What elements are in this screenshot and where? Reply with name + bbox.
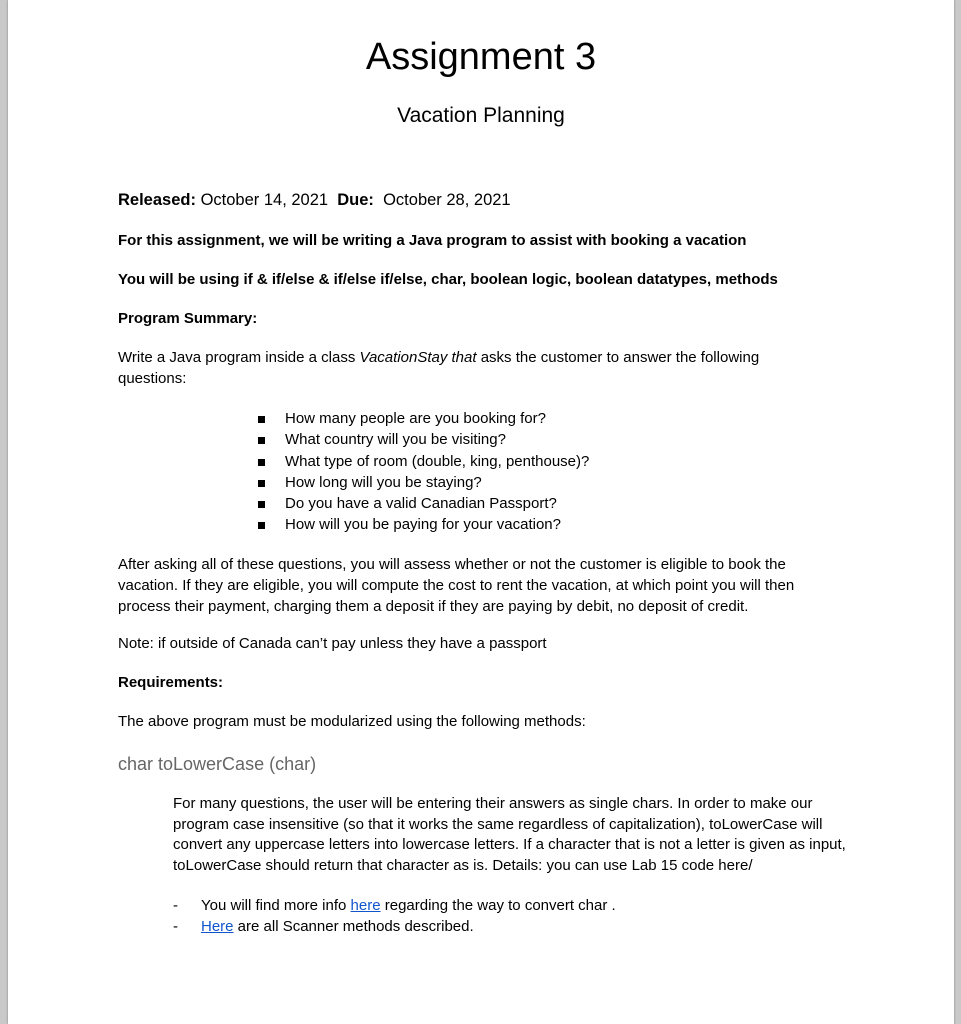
class-name: VacationStay that xyxy=(359,349,477,366)
released-date: October 14, 2021 xyxy=(200,191,329,209)
square-bullet-icon xyxy=(258,416,265,423)
list-item xyxy=(173,895,616,916)
square-bullet-icon xyxy=(258,522,265,529)
intro-text: For this assignment, we will be writing a Java program to assist with booking a vacation xyxy=(118,232,747,249)
square-bullet-icon xyxy=(258,480,265,487)
list-item xyxy=(256,493,589,514)
dash-bullet: - xyxy=(173,897,178,914)
list-item xyxy=(256,429,589,450)
program-summary-heading: Program Summary: xyxy=(118,310,258,327)
square-bullet-icon xyxy=(258,501,265,508)
list-item xyxy=(173,916,616,937)
page-subtitle: Vacation Planning xyxy=(397,104,565,127)
dates-line xyxy=(118,190,838,211)
list-item xyxy=(256,472,589,493)
scanner-info-after: are all Scanner methods described. xyxy=(233,918,474,935)
scanner-methods-link[interactable]: Here xyxy=(201,918,234,935)
question-text: Do you have a valid Canadian Passport? xyxy=(285,495,557,513)
question-text: How will you be paying for your vacation? xyxy=(285,516,561,534)
requirements-text: The above program must be modularized using the following methods: xyxy=(118,713,586,730)
released-label: Released: xyxy=(118,191,196,209)
list-item xyxy=(256,451,589,472)
question-text: How many people are you booking for? xyxy=(285,410,546,427)
assessment-paragraph: After asking all of these questions, you will assess whether or not the customer is eligible to book the vacation. If they are eligible, you will compute the cost to rent the vacation, at which point you will then process their payment, charging them a deposit if they are paying by debit, no deposit of credit. xyxy=(118,556,795,615)
question-text: What country will you be visiting? xyxy=(285,431,506,449)
topics-text: You will be using if & if/else & if/else if/else, char, boolean logic, boolean datatypes, methods xyxy=(118,271,778,288)
summary-before: Write a Java program inside a class xyxy=(118,349,360,366)
resource-list xyxy=(173,895,616,937)
document-page xyxy=(8,0,954,1024)
square-bullet-icon xyxy=(258,459,265,466)
here-link[interactable]: here xyxy=(350,897,381,914)
summary-after: asks the customer to answer the following questions: xyxy=(118,349,760,387)
list-item xyxy=(256,408,589,429)
note-text: Note: if outside of Canada can’t pay unless they have a passport xyxy=(118,635,547,652)
question-text: How long will you be staying? xyxy=(285,473,482,491)
page-title: Assignment 3 xyxy=(365,36,597,78)
list-item xyxy=(256,514,589,535)
more-info-after: regarding the way to convert char . xyxy=(380,897,616,914)
due-date: October 28, 2021 xyxy=(383,191,511,209)
requirements-heading: Requirements: xyxy=(118,674,224,691)
more-info-before: You will find more info xyxy=(201,897,351,914)
square-bullet-icon xyxy=(258,437,265,444)
question-list xyxy=(256,408,589,536)
method-signature: char toLowerCase (char) xyxy=(118,754,317,774)
question-text: What type of room (double, king, penthouse)? xyxy=(285,452,590,470)
due-label: Due: xyxy=(337,191,374,209)
summary-paragraph xyxy=(118,347,808,389)
dash-bullet: - xyxy=(173,918,178,935)
method-description: For many questions, the user will be entering their answers as single chars. In order to make our program case insensitive (so that it works the same regardless of capitalization), toLowerCase will convert any uppercase letters into lowercase letters. If a character that is not a letter is given as input, toLowerCase should return that character as is. Details: you can use Lab 15 code here/ xyxy=(173,795,846,874)
